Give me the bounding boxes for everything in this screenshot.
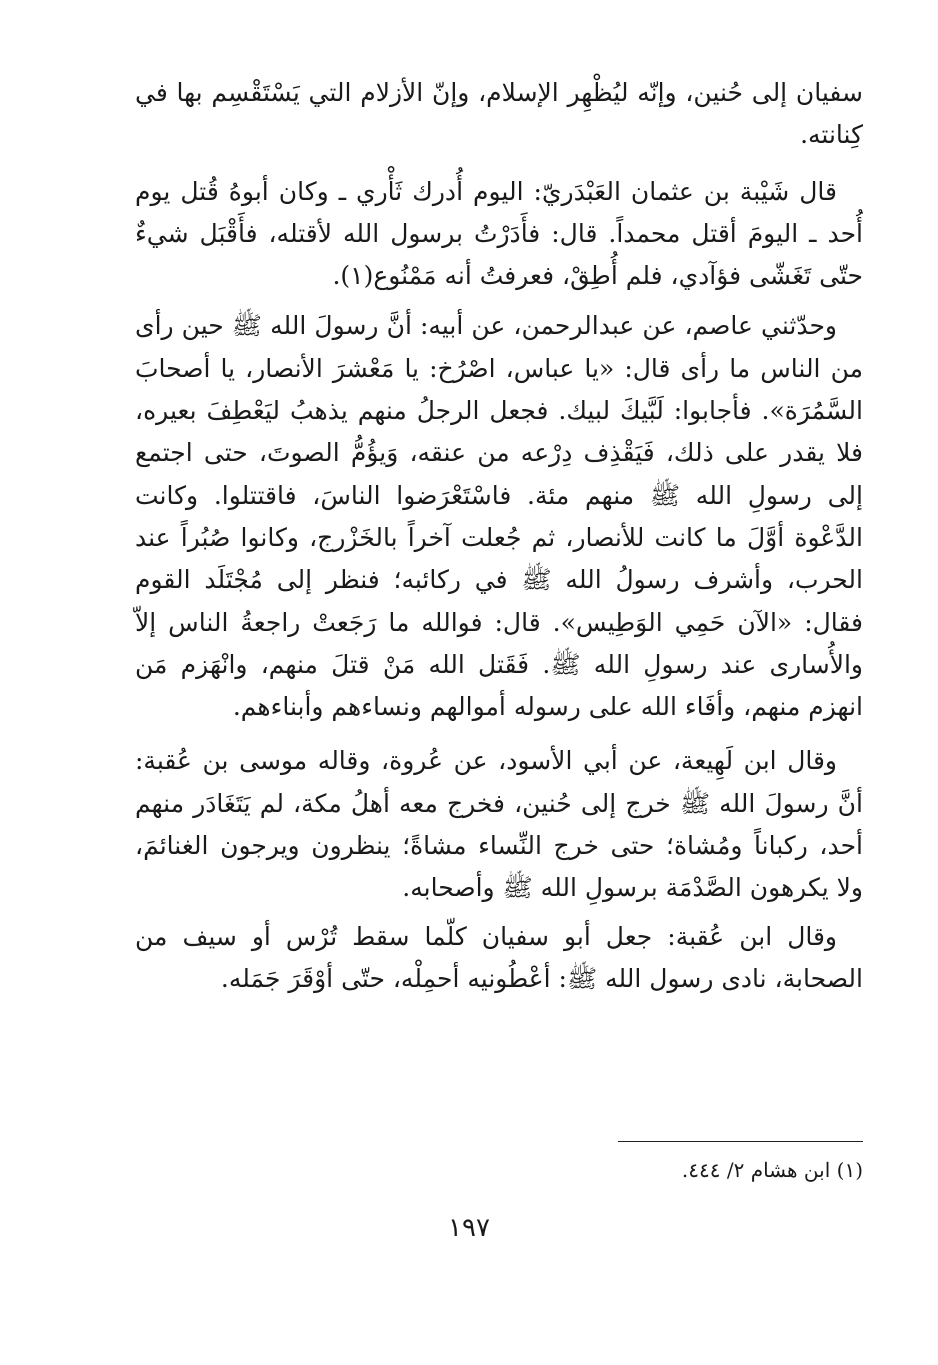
page-number: ١٩٧	[448, 1213, 490, 1243]
paragraph-ibn-lahia: وقال ابن لَهِيعة، عن أبي الأسود، عن عُروة، وقاله موسى بن عُقبة: أنَّ رسولَ الله ﷺ خرج إلى حُنين، فخرج معه أهلُ مكة، لم يَتَغَادَر منهم أحد، ركباناً ومُشاة؛ حتى خرج النِّساء مشاةً؛ ينظرون ويرجون الغنائمَ، ولا يكرهون الصَّدْمَة برسولِ الله ﷺ وأصحابه.	[135, 746, 863, 903]
paragraph-shayba: قال شَيْبة بن عثمان العَبْدَريّ: اليوم أُدرك ثَأْري ـ وكان أبوهُ قُتل يوم أُحد ـ اليومَ أقتل محمداً. قال: فأَدَرْتُ برسول الله لأقتله، فأَقْبَل شيءٌ حتّى تَغَشّى فؤآدي، فلم أُطِقْ، فعرفتُ أنه مَمْنُوع(١).	[135, 176, 863, 291]
footnote: (١) ابن هشام ٢/ ٤٤٤.	[681, 1158, 863, 1182]
paragraph-continuation: سفيان إلى حُنين، وإنّه ليُظْهِر الإسلام، وإنّ الأزلام التي يَسْتَقْسِم بها في كِنانته.	[135, 78, 863, 150]
body-text	[135, 72, 863, 1000]
paragraph-asim: وحدّثني عاصم، عن عبدالرحمن، عن أبيه: أنَّ رسولَ الله ﷺ حين رأى من الناس ما رأى قال: «يا عباس، اصْرُخ: يا مَعْشرَ الأنصار، يا أصحابَ السَّمُرَة». فأجابوا: لَبَّيكَ لبيك. فجعل الرجلُ منهم يذهبُ ليَعْطِفَ بعيره، فلا يقدر على ذلك، فَيَقْذِف دِرْعه من عنقه، وَيؤُمُّ الصوتَ، حتى اجتمع إلى رسولِ الله ﷺ منهم مئة. فاسْتَعْرَضوا الناسَ، فاقتتلوا. وكانت الدَّعْوة أوَّلَ ما كانت للأنصار، ثم جُعلت آخراً بالخَزْرج، وكانوا صُبُراً عند الحرب، وأشرف رسولُ الله ﷺ في ركائبه؛ فنظر إلى مُجْتَلَد القوم فقال: «الآن حَمِي الوَطِيس». قال: فوالله ما رَجَعتْ راجعةُ الناس إلاّ والأُسارى عند رسولِ الله ﷺ. فَقَتل الله مَنْ قتلَ منهم، وانْهَزم مَن انهزم منهم، وأفَاء الله على رسوله أموالهم ونساءهم وأبناءهم.	[135, 311, 863, 722]
paragraph-ibn-uqba: وقال ابن عُقبة: جعل أبو سفيان كلّما سقط تُرْس أو سيف من الصحابة، نادى رسول الله ﷺ: أعْطُونيه أحمِلْه، حتّى أوْقَرَ جَمَله.	[135, 921, 863, 993]
footnote-divider	[618, 1141, 863, 1142]
